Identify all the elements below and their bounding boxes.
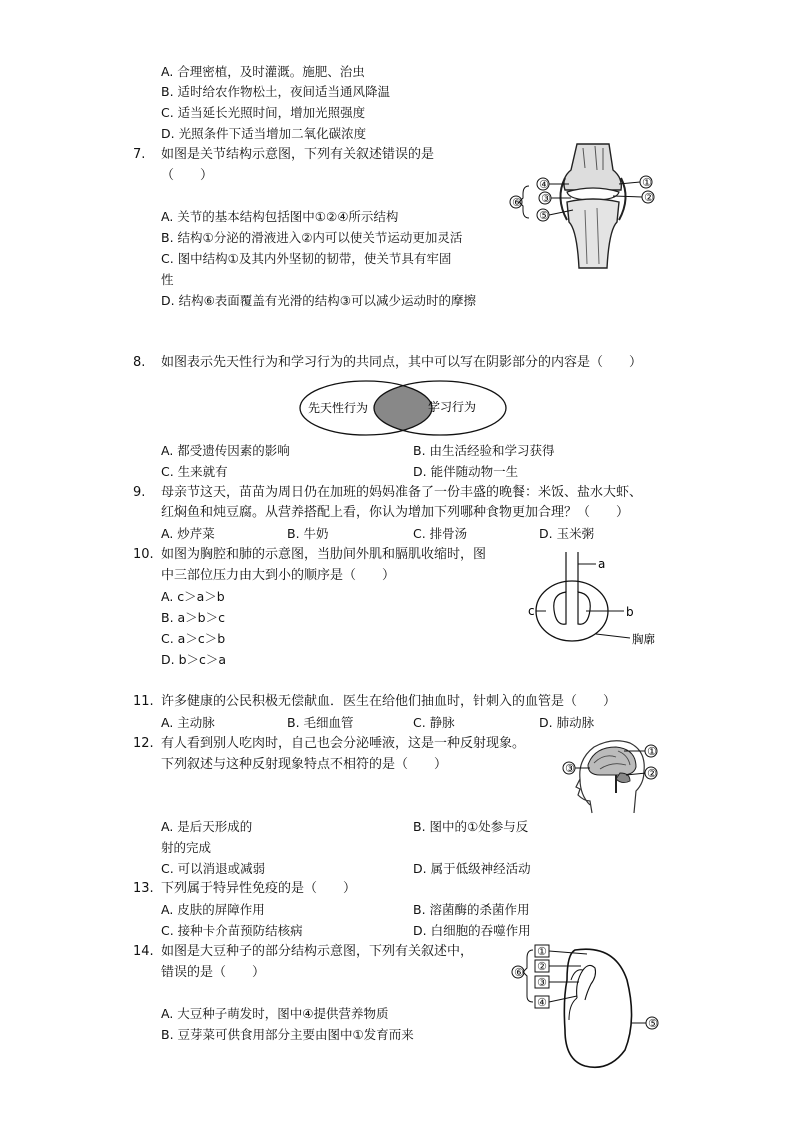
q6-option-a: A. 合理密植，及时灌溉。施肥、治虫 (161, 64, 365, 79)
seed-label-4: ④ (537, 996, 547, 1009)
q9-option-d: D. 玉米粥 (539, 526, 595, 541)
q7-option-a: A. 关节的基本结构包括图中①②④所示结构 (161, 209, 399, 224)
q10-option-c: C. a＞c＞b (161, 631, 226, 646)
q7-option-c: C. 图中结构①及其内外坚韧的韧带，使关节具有牢固 (161, 251, 452, 266)
q7-paren: （ ） (161, 168, 214, 183)
q6-option-c: C. 适当延长光照时间，增加光照强度 (161, 105, 366, 120)
q14-stem-line2: 错误的是（ ） (161, 965, 266, 980)
q8-option-a: A. 都受遗传因素的影响 (161, 443, 290, 458)
thorax-label-a: a (598, 557, 606, 571)
seed-label-2: ② (537, 960, 547, 973)
q10-option-a: A. c＞a＞b (161, 589, 225, 604)
q8-option-c: C. 生来就有 (161, 464, 228, 479)
q8-option-d: D. 能伴随动物一生 (413, 464, 519, 479)
soybean-seed-diagram (505, 940, 665, 1072)
joint-label-6: ⑥ (512, 196, 522, 209)
q12-number: 12. (133, 736, 154, 751)
brain-label-1: ① (647, 745, 657, 758)
q11-option-b: B. 毛细血管 (287, 715, 354, 730)
joint-label-1: ① (642, 176, 652, 189)
q10-option-b: B. a＞b＞c (161, 610, 225, 625)
q9-option-c: C. 排骨汤 (413, 526, 468, 541)
q10-option-d: D. b＞c＞a (161, 652, 227, 667)
q11-option-d: D. 肺动脉 (539, 715, 595, 730)
q13-number: 13. (133, 881, 154, 896)
q7-option-c-cont: 性 (161, 272, 174, 287)
thorax-label-ribcage: 胸廓 (632, 632, 655, 646)
q13-stem: 下列属于特异性免疫的是（ ） (161, 881, 357, 896)
venn-label-learned: 学习行为 (428, 400, 477, 414)
q14-option-a: A. 大豆种子萌发时，图中④提供营养物质 (161, 1006, 389, 1021)
q12-option-d: D. 属于低级神经活动 (413, 861, 531, 876)
joint-label-5: ⑤ (539, 209, 549, 222)
q7-option-d: D. 结构⑥表面覆盖有光滑的结构③可以减少运动时的摩擦 (161, 293, 476, 308)
joint-diagram (505, 140, 665, 272)
brain-label-3: ③ (565, 762, 575, 775)
q11-option-c: C. 静脉 (413, 715, 455, 730)
q14-option-b: B. 豆芽菜可供食用部分主要由图中①发育而来 (161, 1027, 414, 1042)
q14-stem-line1: 如图是大豆种子的部分结构示意图，下列有关叙述中， (161, 944, 474, 959)
joint-label-2: ② (644, 191, 654, 204)
q13-option-d: D. 白细胞的吞噬作用 (413, 923, 531, 938)
joint-label-4: ④ (539, 178, 549, 191)
q13-option-a: A. 皮肤的屏障作用 (161, 902, 265, 917)
seed-label-3: ③ (537, 976, 547, 989)
q7-number: 7. (133, 147, 146, 162)
venn-label-innate: 先天性行为 (308, 401, 369, 415)
thorax-label-c: c (528, 604, 535, 618)
brain-head-diagram (560, 735, 670, 817)
q6-option-b: B. 适时给农作物松土，夜间适当通风降温 (161, 84, 391, 99)
q9-option-a: A. 炒芹菜 (161, 526, 215, 541)
thorax-lung-diagram (522, 548, 662, 648)
q10-stem-line1: 如图为胸腔和肺的示意图，当肋间外肌和膈肌收缩时，图 (161, 547, 487, 562)
q8-number: 8. (133, 355, 146, 370)
joint-label-3: ③ (541, 192, 551, 205)
q11-option-a: A. 主动脉 (161, 715, 215, 730)
q12-stem-line2: 下列叙述与这种反射现象特点不相符的是（ ） (161, 757, 448, 772)
q12-option-b: B. 图中的①处参与反 (413, 819, 529, 834)
q7-option-b: B. 结构①分泌的滑液进入②内可以使关节运动更加灵活 (161, 230, 463, 245)
q10-stem-line2: 中三部位压力由大到小的顺序是（ ） (161, 568, 396, 583)
q9-option-b: B. 牛奶 (287, 526, 329, 541)
q8-stem: 如图表示先天性行为和学习行为的共同点，其中可以写在阴影部分的内容是（ ） (161, 355, 643, 370)
q6-option-d: D. 光照条件下适当增加二氧化碳浓度 (161, 126, 367, 141)
q7-stem: 如图是关节结构示意图，下列有关叙述错误的是 (161, 147, 435, 162)
q10-number: 10. (133, 547, 154, 562)
q9-stem-line1: 母亲节这天，苗苗为周日仍在加班的妈妈准备了一份丰盛的晚餐：米饭、盐水大虾、 (161, 485, 643, 500)
q12-option-a: A. 是后天形成的 (161, 819, 253, 834)
q12-option-b-cont: 射的完成 (161, 840, 212, 855)
seed-label-6: ⑥ (514, 966, 524, 979)
q14-number: 14. (133, 944, 154, 959)
q13-option-c: C. 接种卡介苗预防结核病 (161, 923, 303, 938)
venn-diagram (296, 378, 510, 438)
q11-number: 11. (133, 694, 154, 709)
q12-stem-line1: 有人看到别人吃肉时，自己也会分泌唾液，这是一种反射现象。 (161, 736, 526, 751)
q9-number: 9. (133, 485, 146, 500)
thorax-label-b: b (626, 605, 634, 619)
q11-stem: 许多健康的公民积极无偿献血．医生在给他们抽血时，针刺入的血管是（ ） (161, 694, 617, 709)
q8-option-b: B. 由生活经验和学习获得 (413, 443, 555, 458)
seed-label-5: ⑤ (648, 1017, 658, 1030)
brain-label-2: ② (647, 767, 657, 780)
q12-option-c: C. 可以消退或减弱 (161, 861, 266, 876)
q13-option-b: B. 溶菌酶的杀菌作用 (413, 902, 530, 917)
q9-stem-line2: 红焖鱼和炖豆腐。从营养搭配上看，你认为增加下列哪种食物更加合理？（ ） (161, 505, 630, 520)
seed-label-1: ① (537, 945, 547, 958)
